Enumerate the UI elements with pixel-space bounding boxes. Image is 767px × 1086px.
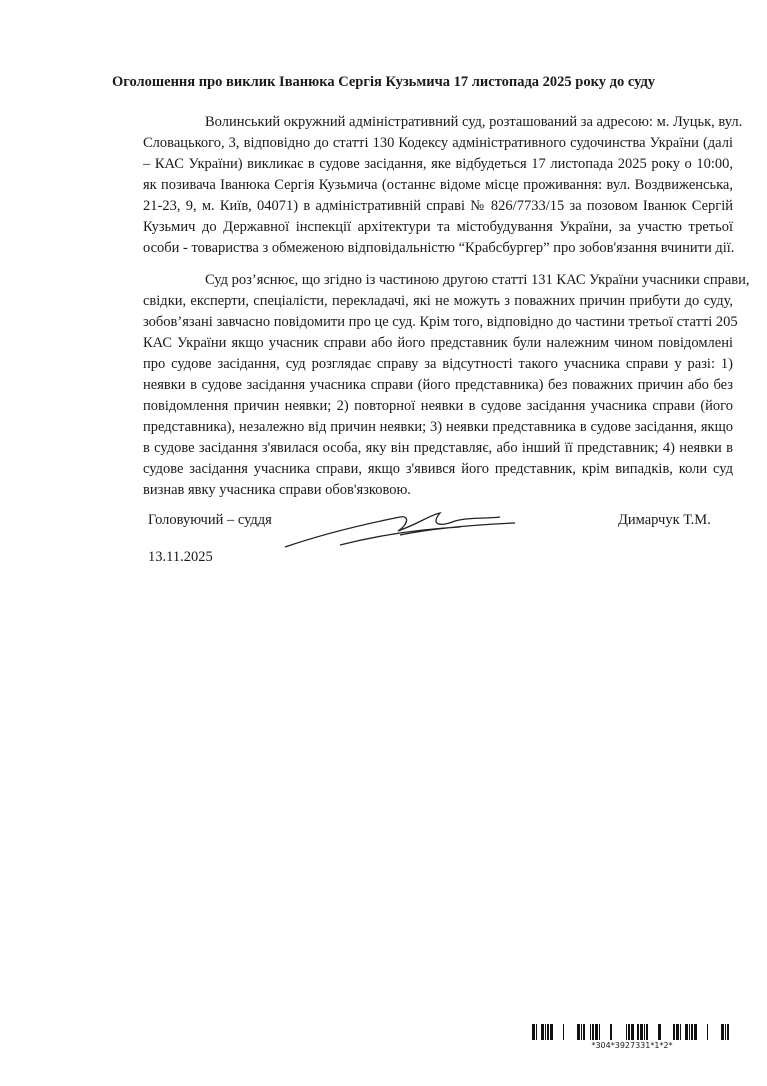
paragraph-line: свідки, експерти, спеціалісти, перекладачі, які не можуть з поважних причин прибути до суду, xyxy=(143,293,733,309)
paragraph-line: Волинський окружний адміністративний суд, розташований за адресою: м. Луцьк, вул. xyxy=(205,114,743,130)
barcode-text: *304*3927331*1*2* xyxy=(591,1041,673,1050)
barcode xyxy=(532,1024,732,1040)
paragraph-line: КАС України якщо учасник справи або його представник були належним чином повідомлені xyxy=(143,335,733,351)
paragraph-explanation xyxy=(143,270,750,501)
paragraph-line: про судове засідання, суд розглядає справу за відсутності такого учасника справи у разі: 1) xyxy=(143,356,733,372)
document-title: Оголошення про виклик Іванюка Сергія Кузьмича 17 листопада 2025 року до суду xyxy=(111,74,656,90)
paragraph-line: неявки в судове засідання учасника справи (його представника) без поважних причин або без xyxy=(143,377,733,393)
paragraph-line: особи - товариства з обмеженою відповідальністю “Крабсбургер” про зобов'язання вчинити дії. xyxy=(143,240,735,256)
judge-name: Димарчук Т.М. xyxy=(618,512,711,528)
paragraph-line: Кузьмич до Державної інспекції архітектури та містобудування України, за участю третьої xyxy=(143,219,733,235)
paragraph-line: Суд роз’яснює, що згідно із частиною другою статті 131 КАС України учасники справи, xyxy=(205,272,750,288)
paragraph-line: судове засідання учасника справи, якщо з'явився його представник, крім випадків, коли суд xyxy=(143,461,733,477)
paragraph-line: 21-23, 9, м. Київ, 04071) в адміністративній справі № 826/7733/15 за позовом Іванюк Сергій xyxy=(143,198,733,214)
paragraph-line: як позивача Іванюка Сергія Кузьмича (останнє відоме місце проживання: вул. Воздвиженська, xyxy=(143,177,733,193)
paragraph-line: зобов’язані завчасно повідомити про це суд. Крім того, відповідно до частини третьої статті 205 xyxy=(143,314,738,330)
handwritten-signature xyxy=(280,505,520,555)
judge-role: Головуючий – суддя xyxy=(148,512,272,528)
signing-date: 13.11.2025 xyxy=(148,549,213,565)
paragraph-line: в судове засідання з'явилася особа, яку він представляє, або інший її представник; 4) неявки в xyxy=(143,440,733,456)
paragraph-line: – КАС України) викликає в судове засідання, яке відбудеться 17 листопада 2025 року о 10:00, xyxy=(143,156,733,172)
paragraph-line: представника), незалежно від причин неявки; 3) неявки представника в судове засідання, якщо xyxy=(143,419,733,435)
paragraph-line: повідомлення причин неявки; 2) повторної неявки в судове засідання учасника справи (його xyxy=(143,398,733,414)
paragraph-line: визнав явку учасника справи обов'язковою. xyxy=(143,482,411,498)
paragraph-line: Словацького, 3, відповідно до статті 130 Кодексу адміністративного судочинства України (далі xyxy=(143,135,733,151)
paragraph-summons xyxy=(143,112,743,259)
